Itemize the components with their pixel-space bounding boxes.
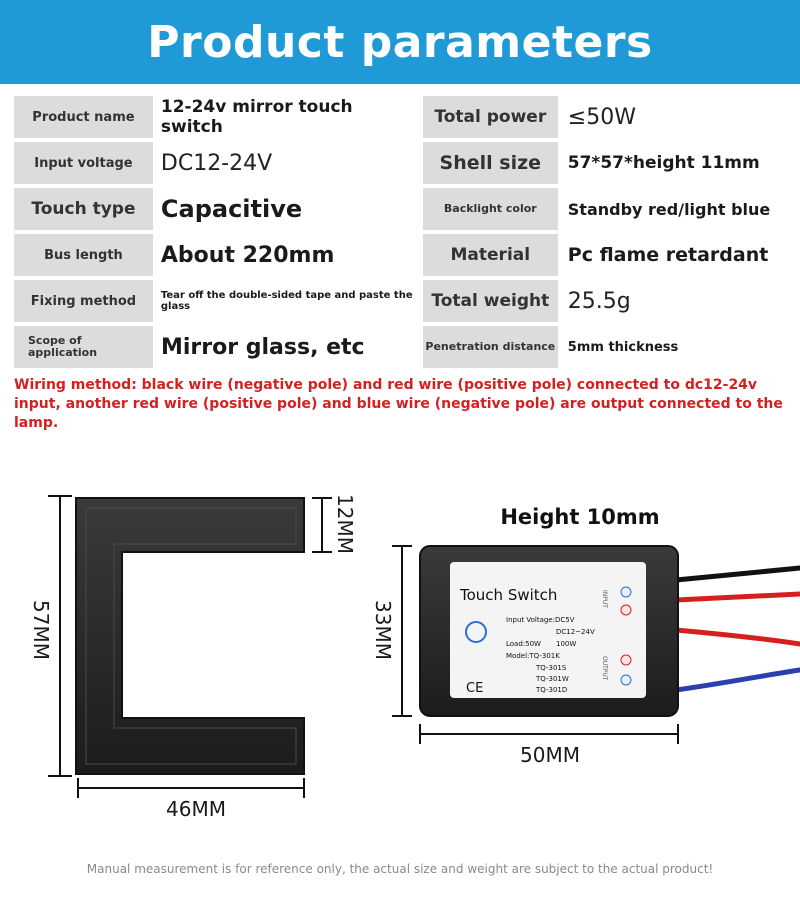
param-label: Fixing method xyxy=(14,280,153,322)
footer-note: Manual measurement is for reference only, the actual size and weight are subject to the actual product! xyxy=(86,862,714,876)
param-value: Capacitive xyxy=(160,195,303,223)
bracket-shape xyxy=(76,498,304,774)
param-value: Mirror glass, etc xyxy=(160,334,365,360)
device-spec: Model:TQ-301K xyxy=(506,652,560,660)
param-label: Total power xyxy=(423,96,558,138)
plus-icon xyxy=(621,655,631,665)
dim-label-46mm: 46MM xyxy=(166,797,226,821)
param-value: About 220mm xyxy=(160,242,335,268)
ce-mark: CE xyxy=(466,681,484,696)
dim-label-57mm: 57MM xyxy=(29,600,53,660)
param-value: ≤50W xyxy=(567,104,636,130)
param-label: Bus length xyxy=(14,234,153,276)
param-label: Shell size xyxy=(423,142,558,184)
param-label: Material xyxy=(423,234,558,276)
dim-12mm xyxy=(312,498,332,552)
plus-icon xyxy=(621,605,631,615)
dim-label-12mm: 12MM xyxy=(333,494,357,554)
param-label: Backlight color xyxy=(423,188,558,230)
device-spec: Load:50W xyxy=(506,640,541,648)
page-title: Product parameters xyxy=(147,16,653,68)
param-value: Standby red/light blue xyxy=(567,199,771,219)
device-spec: Input Voltage:DC5V xyxy=(506,616,575,624)
param-value: DC12-24V xyxy=(160,150,273,176)
output-label: OUTPUT xyxy=(601,656,608,681)
param-value: Pc flame retardant xyxy=(567,244,769,266)
lamp-icon xyxy=(621,675,631,685)
param-value: Tear off the double-sided tape and paste the glass xyxy=(160,290,413,312)
dim-label-33mm: 33MM xyxy=(371,600,395,660)
height-label: Height 10mm xyxy=(500,505,660,529)
dim-50mm xyxy=(420,724,678,744)
dim-46mm xyxy=(78,778,304,798)
dim-label-50mm: 50MM xyxy=(520,743,580,767)
device-spec: 100W xyxy=(556,640,577,648)
param-label: Scope of application xyxy=(14,326,153,368)
param-value: 5mm thickness xyxy=(567,339,679,355)
device-spec: TQ-301W xyxy=(536,675,569,683)
param-label: Touch type xyxy=(14,188,153,230)
param-value: 12-24v mirror touch switch xyxy=(160,97,353,137)
param-label: Total weight xyxy=(423,280,558,322)
input-label: INPUT xyxy=(601,590,608,608)
device-title: Touch Switch xyxy=(460,586,558,604)
param-label: Input voltage xyxy=(14,142,153,184)
wiring-note: Wiring method: black wire (negative pole) and red wire (positive pole) connected to dc12-24v input, another red wire (positive pole) and blue wire (negative pole) are output connected to the lamp. xyxy=(14,377,783,431)
param-label: Penetration distance xyxy=(423,326,558,368)
param-label: Product name xyxy=(14,96,153,138)
param-value: 57*57*height 11mm xyxy=(567,153,760,173)
minus-icon xyxy=(621,587,631,597)
device-spec: TQ-301D xyxy=(536,686,568,694)
device-spec: TQ-301S xyxy=(536,664,567,672)
device-spec: DC12~24V xyxy=(556,628,595,636)
param-value: 25.5g xyxy=(567,288,631,314)
module-wires xyxy=(676,568,800,690)
